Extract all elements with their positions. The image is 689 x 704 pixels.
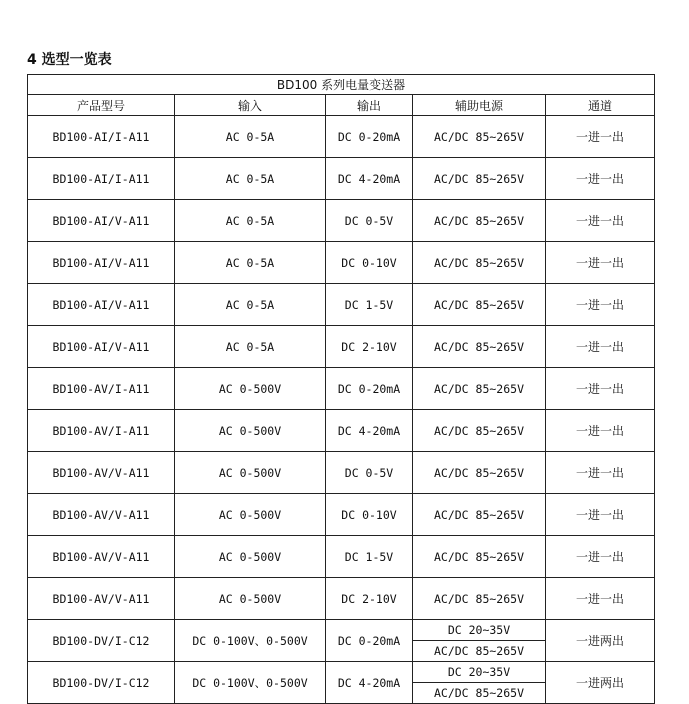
cell-output: DC 0-20mA: [326, 368, 413, 410]
cell-input: AC 0-5A: [175, 116, 326, 158]
table-row: [28, 284, 655, 326]
table-caption: BD100 系列电量变送器: [28, 75, 655, 95]
cell-input: DC 0-100V、0-500V: [175, 620, 326, 662]
cell-input: AC 0-5A: [175, 158, 326, 200]
cell-input: AC 0-5A: [175, 242, 326, 284]
table-row: [28, 452, 655, 494]
cell-channel: 一进一出: [546, 326, 655, 368]
cell-output: DC 2-10V: [326, 326, 413, 368]
table-row: [28, 578, 655, 620]
cell-power: AC/DC 85~265V: [413, 116, 546, 158]
cell-channel: 一进一出: [546, 242, 655, 284]
cell-model: BD100-AV/V-A11: [28, 578, 175, 620]
cell-channel: 一进一出: [546, 200, 655, 242]
table-row: [28, 326, 655, 368]
table-row: [28, 662, 655, 683]
cell-model: BD100-AI/V-A11: [28, 326, 175, 368]
cell-output: DC 0-10V: [326, 242, 413, 284]
table-row: [28, 158, 655, 200]
cell-channel: 一进一出: [546, 410, 655, 452]
cell-channel: 一进两出: [546, 662, 655, 704]
table-row: [28, 242, 655, 284]
table-caption-row: [28, 75, 655, 95]
cell-input: AC 0-500V: [175, 368, 326, 410]
cell-power: AC/DC 85~265V: [413, 242, 546, 284]
header-input: 输入: [175, 95, 326, 116]
cell-input: AC 0-5A: [175, 284, 326, 326]
cell-model: BD100-AI/V-A11: [28, 284, 175, 326]
cell-power: AC/DC 85~265V: [413, 284, 546, 326]
table-header-row: [28, 95, 655, 116]
selection-table: [27, 74, 655, 704]
section-heading: 4 选型一览表: [27, 52, 112, 68]
cell-output: DC 2-10V: [326, 578, 413, 620]
cell-power: AC/DC 85~265V: [413, 452, 546, 494]
cell-input: DC 0-100V、0-500V: [175, 662, 326, 704]
cell-model: BD100-DV/I-C12: [28, 620, 175, 662]
cell-model: BD100-AV/V-A11: [28, 452, 175, 494]
cell-power-acdc: AC/DC 85~265V: [413, 641, 546, 662]
cell-input: AC 0-500V: [175, 410, 326, 452]
cell-channel: 一进一出: [546, 368, 655, 410]
cell-model: BD100-AI/I-A11: [28, 116, 175, 158]
cell-power: AC/DC 85~265V: [413, 368, 546, 410]
cell-output: DC 4-20mA: [326, 662, 413, 704]
table-row: [28, 494, 655, 536]
cell-power: AC/DC 85~265V: [413, 536, 546, 578]
cell-channel: 一进一出: [546, 116, 655, 158]
header-power: 辅助电源: [413, 95, 546, 116]
cell-output: DC 4-20mA: [326, 410, 413, 452]
cell-input: AC 0-500V: [175, 452, 326, 494]
cell-model: BD100-AV/V-A11: [28, 536, 175, 578]
cell-channel: 一进一出: [546, 284, 655, 326]
cell-output: DC 0-20mA: [326, 620, 413, 662]
header-channel: 通道: [546, 95, 655, 116]
table-row: [28, 200, 655, 242]
cell-output: DC 0-10V: [326, 494, 413, 536]
cell-power-dc: DC 20~35V: [413, 662, 546, 683]
cell-power-dc: DC 20~35V: [413, 620, 546, 641]
cell-output: DC 0-20mA: [326, 116, 413, 158]
cell-power: AC/DC 85~265V: [413, 578, 546, 620]
cell-output: DC 4-20mA: [326, 158, 413, 200]
cell-channel: 一进一出: [546, 494, 655, 536]
table-row: [28, 410, 655, 452]
cell-power: AC/DC 85~265V: [413, 158, 546, 200]
cell-input: AC 0-500V: [175, 536, 326, 578]
table-row: [28, 368, 655, 410]
cell-input: AC 0-500V: [175, 494, 326, 536]
cell-power: AC/DC 85~265V: [413, 326, 546, 368]
cell-channel: 一进一出: [546, 452, 655, 494]
header-model: 产品型号: [28, 95, 175, 116]
cell-power: AC/DC 85~265V: [413, 494, 546, 536]
table-row: [28, 116, 655, 158]
cell-output: DC 0-5V: [326, 452, 413, 494]
cell-power-acdc: AC/DC 85~265V: [413, 683, 546, 704]
cell-model: BD100-AV/I-A11: [28, 368, 175, 410]
cell-output: DC 1-5V: [326, 536, 413, 578]
cell-model: BD100-AI/I-A11: [28, 158, 175, 200]
cell-channel: 一进两出: [546, 620, 655, 662]
cell-output: DC 1-5V: [326, 284, 413, 326]
header-output: 输出: [326, 95, 413, 116]
cell-output: DC 0-5V: [326, 200, 413, 242]
cell-channel: 一进一出: [546, 578, 655, 620]
cell-power: AC/DC 85~265V: [413, 410, 546, 452]
cell-power: AC/DC 85~265V: [413, 200, 546, 242]
cell-model: BD100-AV/V-A11: [28, 494, 175, 536]
cell-model: BD100-AI/V-A11: [28, 200, 175, 242]
cell-model: BD100-AI/V-A11: [28, 242, 175, 284]
table-row: [28, 536, 655, 578]
cell-input: AC 0-5A: [175, 200, 326, 242]
table-row: [28, 620, 655, 641]
cell-model: BD100-DV/I-C12: [28, 662, 175, 704]
cell-channel: 一进一出: [546, 158, 655, 200]
cell-input: AC 0-500V: [175, 578, 326, 620]
cell-input: AC 0-5A: [175, 326, 326, 368]
cell-model: BD100-AV/I-A11: [28, 410, 175, 452]
cell-channel: 一进一出: [546, 536, 655, 578]
